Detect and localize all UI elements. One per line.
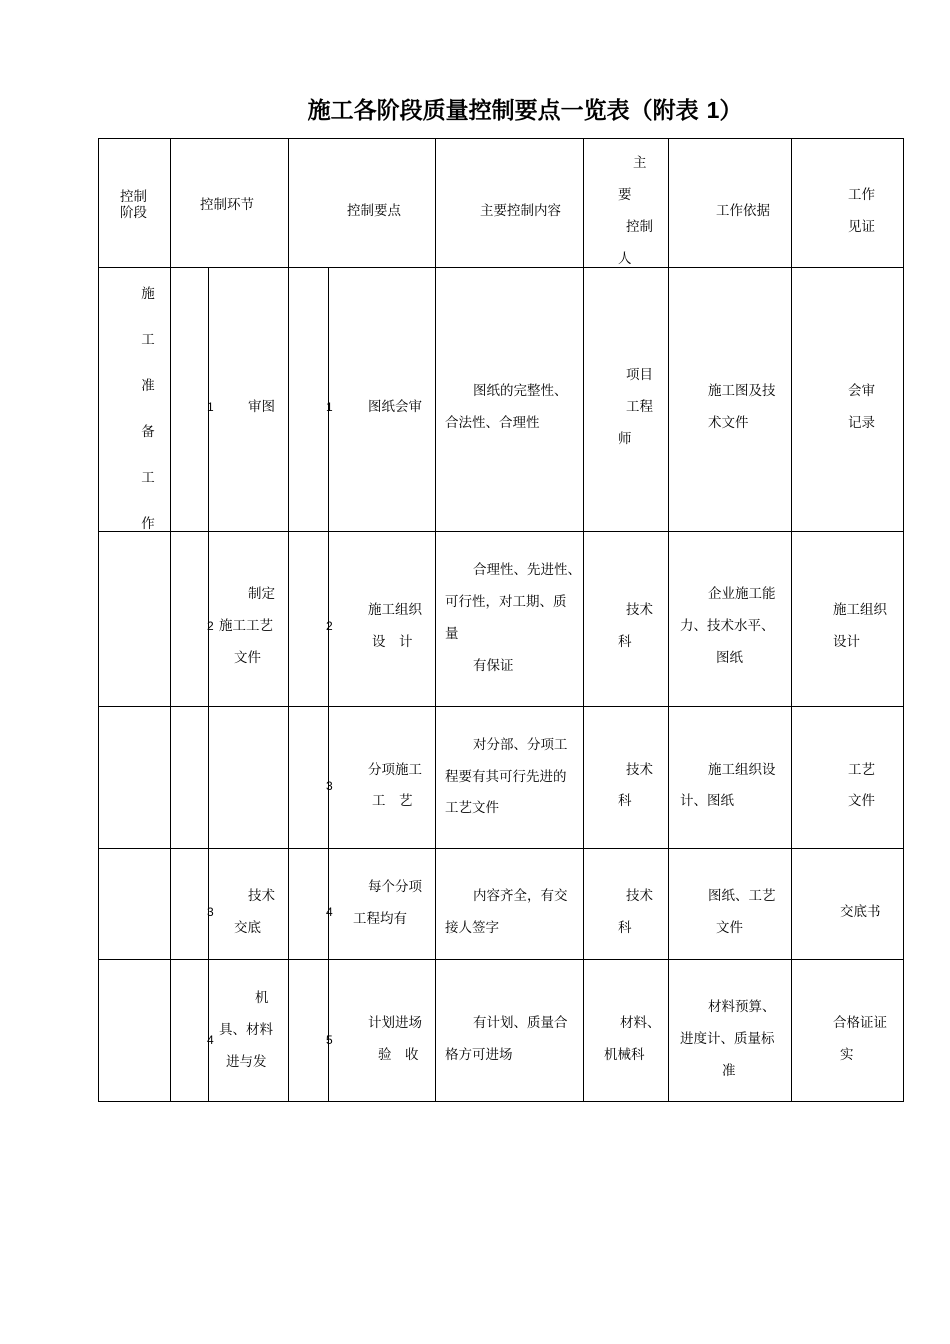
page-title: 施工各阶段质量控制要点一览表（附表 1） <box>307 97 743 124</box>
link-number: 1 <box>207 400 214 414</box>
header-point: 控制要点 <box>347 203 401 219</box>
header-content: 主要控制内容 <box>480 203 561 219</box>
point-number: 5 <box>326 1033 333 1047</box>
header-stage: 控制 阶段 <box>120 189 147 221</box>
header-link: 控制环节 <box>200 197 254 213</box>
link-number: 4 <box>207 1033 214 1047</box>
point-number: 4 <box>326 905 333 919</box>
point-number: 1 <box>326 400 333 414</box>
link-number: 3 <box>207 905 214 919</box>
evidence-text: 交底书 <box>840 904 881 920</box>
point-text: 图纸会审 <box>368 399 422 415</box>
point-number: 2 <box>326 619 333 633</box>
point-number: 3 <box>326 779 333 793</box>
header-basis: 工作依据 <box>716 203 770 219</box>
link-number: 2 <box>207 619 214 633</box>
link-text: 审图 <box>248 399 275 415</box>
